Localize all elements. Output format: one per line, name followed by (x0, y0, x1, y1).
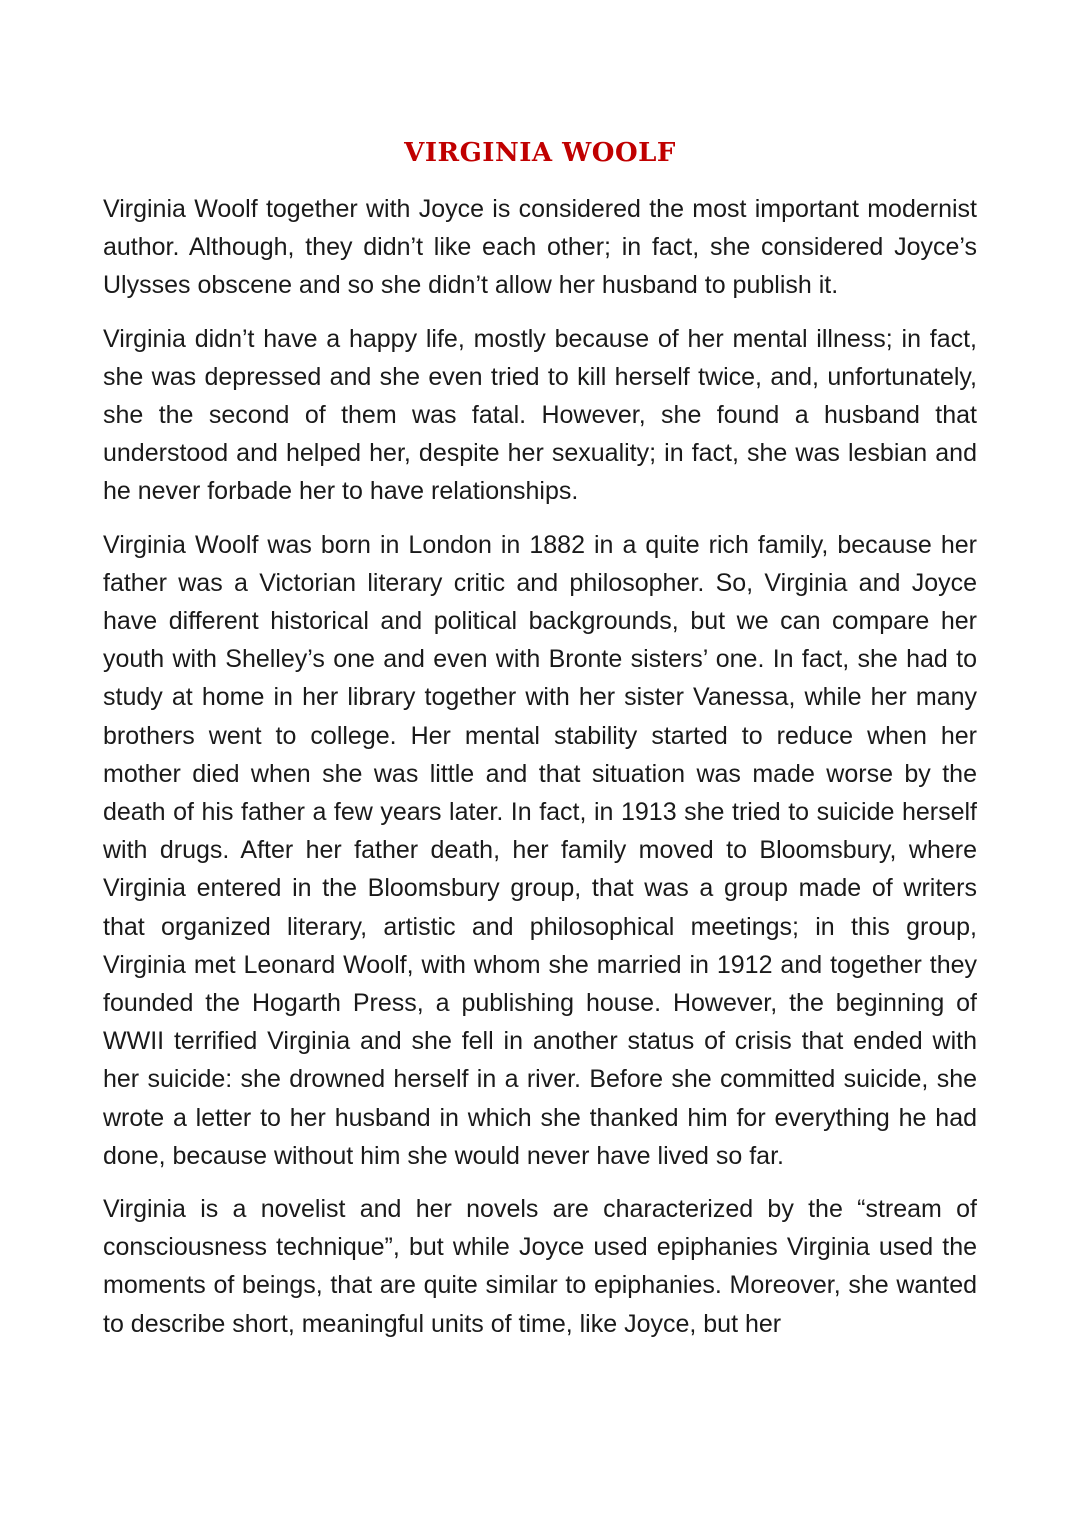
paragraph-intro: Virginia Woolf together with Joyce is considered the most important modernist author. Although, they didn’t like each other; in fact, she considered Joyce’s Ulysses obscene and so she didn’t allow her husband to publish it. (103, 195, 977, 300)
paragraph-life: Virginia didn’t have a happy life, mostly because of her mental illness; in fact, she was depressed and she even tried to kill herself twice, and, unfortunately, she the second of them was fatal. However, she found a husband that understood and helped her, despite her sexuality; in fact, she was lesbian and he never forbade her to have relationships. (103, 324, 977, 506)
document-title: VIRGINIA WOOLF (404, 138, 676, 168)
paragraph-novels: Virginia is a novelist and her novels are characterized by the “stream of consciousness technique”, but while Joyce used epiphanies Virginia used the moments of beings, that are quite similar to epiphanies. Moreover, she wanted to describe short, meaningful units of time, like Joyce, but her (103, 1195, 977, 1338)
paragraph-biography: Virginia Woolf was born in London in 1882 in a quite rich family, because her father was a Victorian literary critic and philosopher. So, Virginia and Joyce have different historical and political backgrounds, but we can compare her youth with Shelley’s one and even with Bronte sisters’ one. In fact, she had to study at home in her library together with her sister Vanessa, while her many brothers went to college. Her mental stability started to reduce when her mother died when she was little and that situation was made worse by the death of his father a few years later. In fact, in 1913 she tried to suicide herself with drugs. After her father death, her family moved to Bloomsbury, where Virginia entered in the Bloomsbury group, that was a group made of writers that organized literary, artistic and philosophical meetings; in this group, Virginia met Leonard Woolf, with whom she married in 1912 and together they founded the Hogarth Press, a publishing house. However, the beginning of WWII terrified Virginia and she fell in another status of crisis that ended with her suicide: she drowned herself in a river. Before she committed suicide, she wrote a letter to her husband in which she thanked him for everything he had done, because without him she would never have lived so far. (103, 530, 977, 1170)
document-body (103, 190, 977, 1358)
